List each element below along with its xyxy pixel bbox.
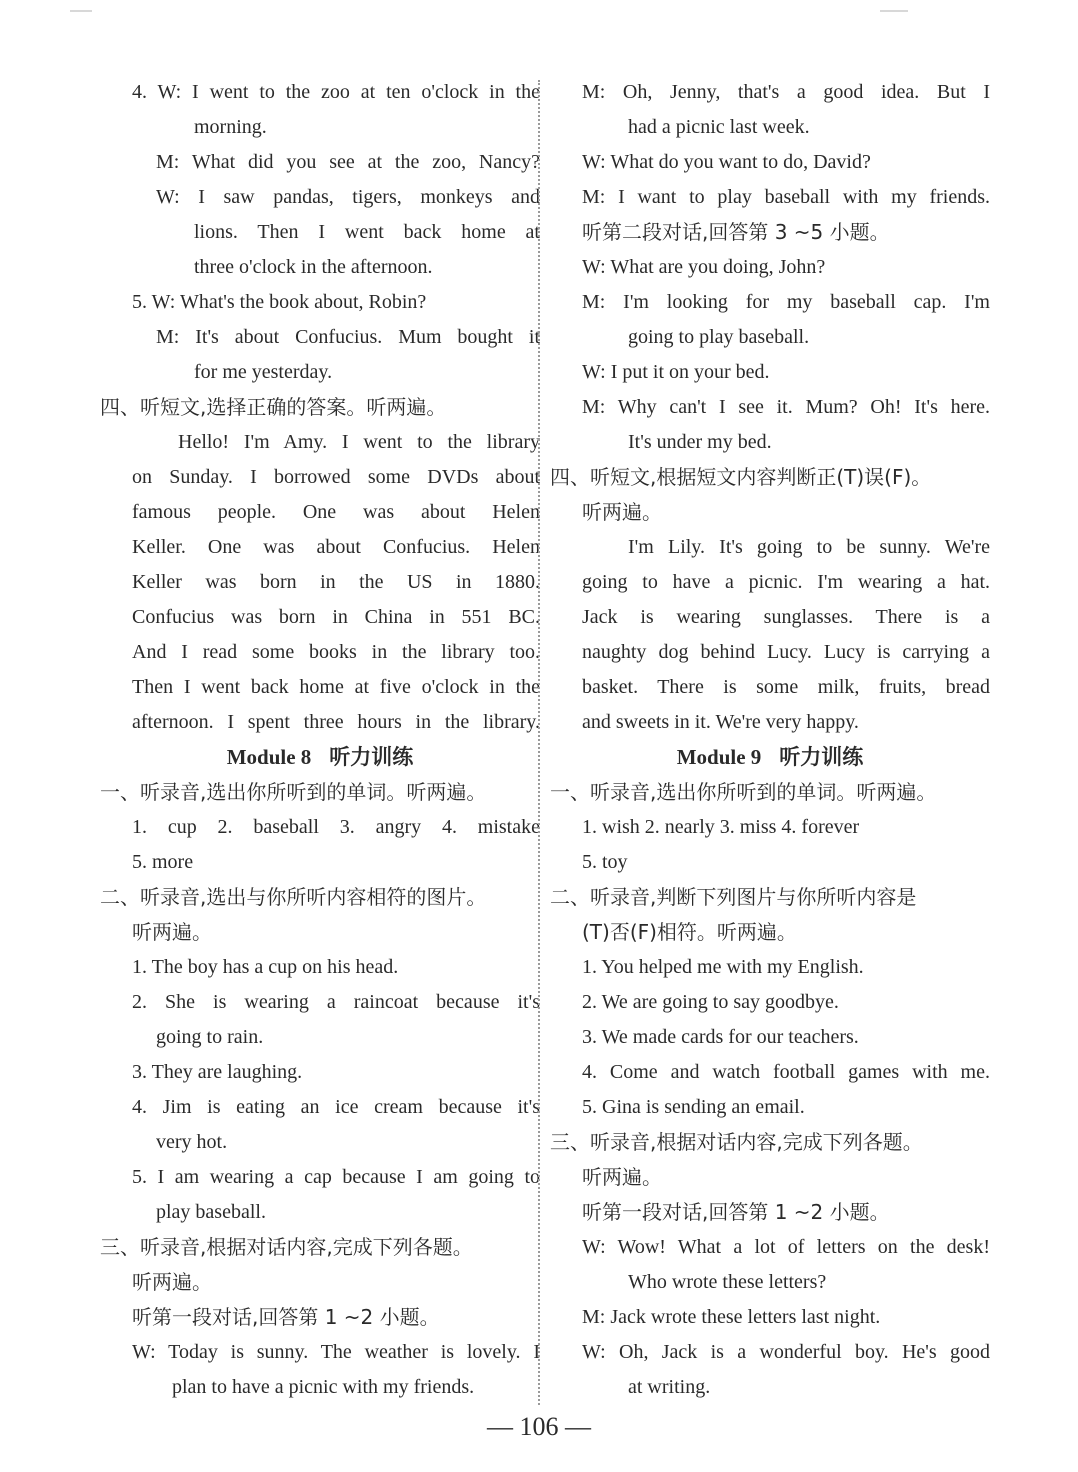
- section-instruction: 听两遍。: [132, 920, 212, 944]
- text-line: W: I put it on your bed.: [582, 361, 770, 383]
- text-line: 2. We are going to say goodbye.: [582, 991, 839, 1013]
- text-line: and sweets in it. We're very happy.: [582, 711, 859, 733]
- scan-mark-right: [880, 10, 908, 12]
- text-line: W: Oh, Jack is a wonderful boy. He's good: [582, 1341, 990, 1363]
- text-line: 5. more: [132, 851, 194, 873]
- text-line: morning.: [194, 116, 267, 138]
- section-instruction: 四、听短文,根据短文内容判断正(T)误(F)。: [550, 465, 932, 489]
- section-instruction: 一、听录音,选出你所听到的单词。听两遍。: [100, 780, 487, 804]
- page-number: — 106 —: [487, 1412, 591, 1441]
- text-line: going to rain.: [156, 1026, 264, 1048]
- text-line: Hello! I'm Amy. I went to the library: [178, 431, 540, 453]
- text-line: going to have a picnic. I'm wearing a hat.: [582, 571, 990, 593]
- text-line: 3. We made cards for our teachers.: [582, 1026, 859, 1048]
- text-line: M: Oh, Jenny, that's a good idea. But I: [582, 81, 990, 103]
- text-line: M: It's about Confucius. Mum bought it: [156, 326, 540, 348]
- text-line: going to play baseball.: [628, 326, 810, 348]
- section-instruction: 听第一段对话,回答第 1 ~2 小题。: [582, 1200, 890, 1224]
- text-line: Keller was born in the US in 1880.: [132, 571, 540, 593]
- section-instruction: 听两遍。: [582, 1165, 662, 1189]
- text-line: on Sunday. I borrowed some DVDs about: [132, 466, 540, 488]
- section-instruction: 二、听录音,判断下列图片与你所听内容是: [550, 885, 917, 909]
- text-line: Then I went back home at five o'clock in the: [132, 676, 540, 698]
- left-column: [100, 75, 540, 1405]
- section-instruction: 二、听录音,选出与你所听内容相符的图片。: [100, 885, 487, 909]
- right-column: [550, 75, 990, 1405]
- text-line: 5. I am wearing a cap because I am going to: [132, 1166, 540, 1188]
- module-subtitle: 听力训练: [329, 745, 414, 769]
- text-line: lions. Then I went back home at: [194, 221, 540, 243]
- text-line: W: What are you doing, John?: [582, 256, 826, 278]
- text-line: M: I'm looking for my baseball cap. I'm: [582, 291, 990, 313]
- text-line: M: I want to play baseball with my friends.: [582, 186, 990, 208]
- section-instruction: 听两遍。: [582, 500, 662, 524]
- text-line: Keller. One was about Confucius. Helen: [132, 536, 540, 558]
- text-line: And I read some books in the library too.: [132, 641, 540, 663]
- text-line: naughty dog behind Lucy. Lucy is carrying a: [582, 641, 990, 663]
- text-line: M: Jack wrote these letters last night.: [582, 1306, 881, 1328]
- text-line: W: Wow! What a lot of letters on the desk!: [582, 1236, 990, 1258]
- text-line: 1. wish 2. nearly 3. miss 4. forever: [582, 816, 860, 838]
- text-line: 1. The boy has a cup on his head.: [132, 956, 399, 978]
- text-line: 1. You helped me with my English.: [582, 956, 864, 978]
- text-line: very hot.: [156, 1131, 228, 1153]
- text-line: 3. They are laughing.: [132, 1061, 303, 1083]
- section-instruction: (T)否(F)相符。听两遍。: [582, 920, 797, 944]
- text-line: 1. cup 2. baseball 3. angry 4. mistake: [132, 816, 540, 838]
- text-line: afternoon. I spent three hours in the library.: [132, 711, 540, 733]
- text-line: basket. There is some milk, fruits, bread: [582, 676, 990, 698]
- section-instruction: 听第二段对话,回答第 3 ~5 小题。: [582, 220, 890, 244]
- section-instruction: 三、听录音,根据对话内容,完成下列各题。: [100, 1235, 473, 1259]
- text-line: 5. toy: [582, 851, 628, 873]
- section-instruction: 三、听录音,根据对话内容,完成下列各题。: [550, 1130, 923, 1154]
- text-line: for me yesterday.: [194, 361, 333, 383]
- text-line: 4. Jim is eating an ice cream because it's: [132, 1096, 540, 1118]
- text-line: I'm Lily. It's going to be sunny. We're: [628, 536, 990, 558]
- text-line: plan to have a picnic with my friends.: [172, 1376, 475, 1398]
- text-line: Who wrote these letters?: [628, 1271, 827, 1293]
- text-line: 4. Come and watch football games with me.: [582, 1061, 990, 1083]
- section-instruction: 四、听短文,选择正确的答案。听两遍。: [100, 395, 447, 419]
- text-line: three o'clock in the afternoon.: [194, 256, 433, 278]
- text-line: It's under my bed.: [628, 431, 772, 453]
- section-instruction: 听第一段对话,回答第 1 ~2 小题。: [132, 1305, 440, 1329]
- text-line: W: I saw pandas, tigers, monkeys and: [156, 186, 540, 208]
- text-line: famous people. One was about Helen: [132, 501, 540, 523]
- text-line: W: What do you want to do, David?: [582, 151, 871, 173]
- scan-mark-left: [70, 10, 92, 12]
- text-line: 5. W: What's the book about, Robin?: [132, 291, 427, 313]
- module-heading: [100, 740, 540, 775]
- text-line: 4. W: I went to the zoo at ten o'clock in the: [132, 81, 540, 103]
- section-instruction: 听两遍。: [132, 1270, 212, 1294]
- module-title: Module 8: [226, 745, 312, 769]
- module-heading: [550, 740, 990, 775]
- module-title: Module 9: [676, 745, 762, 769]
- column-divider: [538, 80, 540, 1405]
- text-line: Jack is wearing sunglasses. There is a: [582, 606, 990, 628]
- text-line: W: Today is sunny. The weather is lovely. I: [132, 1341, 540, 1363]
- module-subtitle: 听力训练: [779, 745, 864, 769]
- text-line: M: What did you see at the zoo, Nancy?: [156, 151, 540, 173]
- section-instruction: 一、听录音,选出你所听到的单词。听两遍。: [550, 780, 937, 804]
- text-line: Confucius was born in China in 551 BC.: [132, 606, 540, 628]
- text-line: M: Why can't I see it. Mum? Oh! It's here.: [582, 396, 990, 418]
- text-line: at writing.: [628, 1376, 711, 1398]
- text-line: play baseball.: [156, 1201, 266, 1223]
- text-line: 5. Gina is sending an email.: [582, 1096, 805, 1118]
- text-line: 2. She is wearing a raincoat because it's: [132, 991, 540, 1013]
- text-line: had a picnic last week.: [628, 116, 810, 138]
